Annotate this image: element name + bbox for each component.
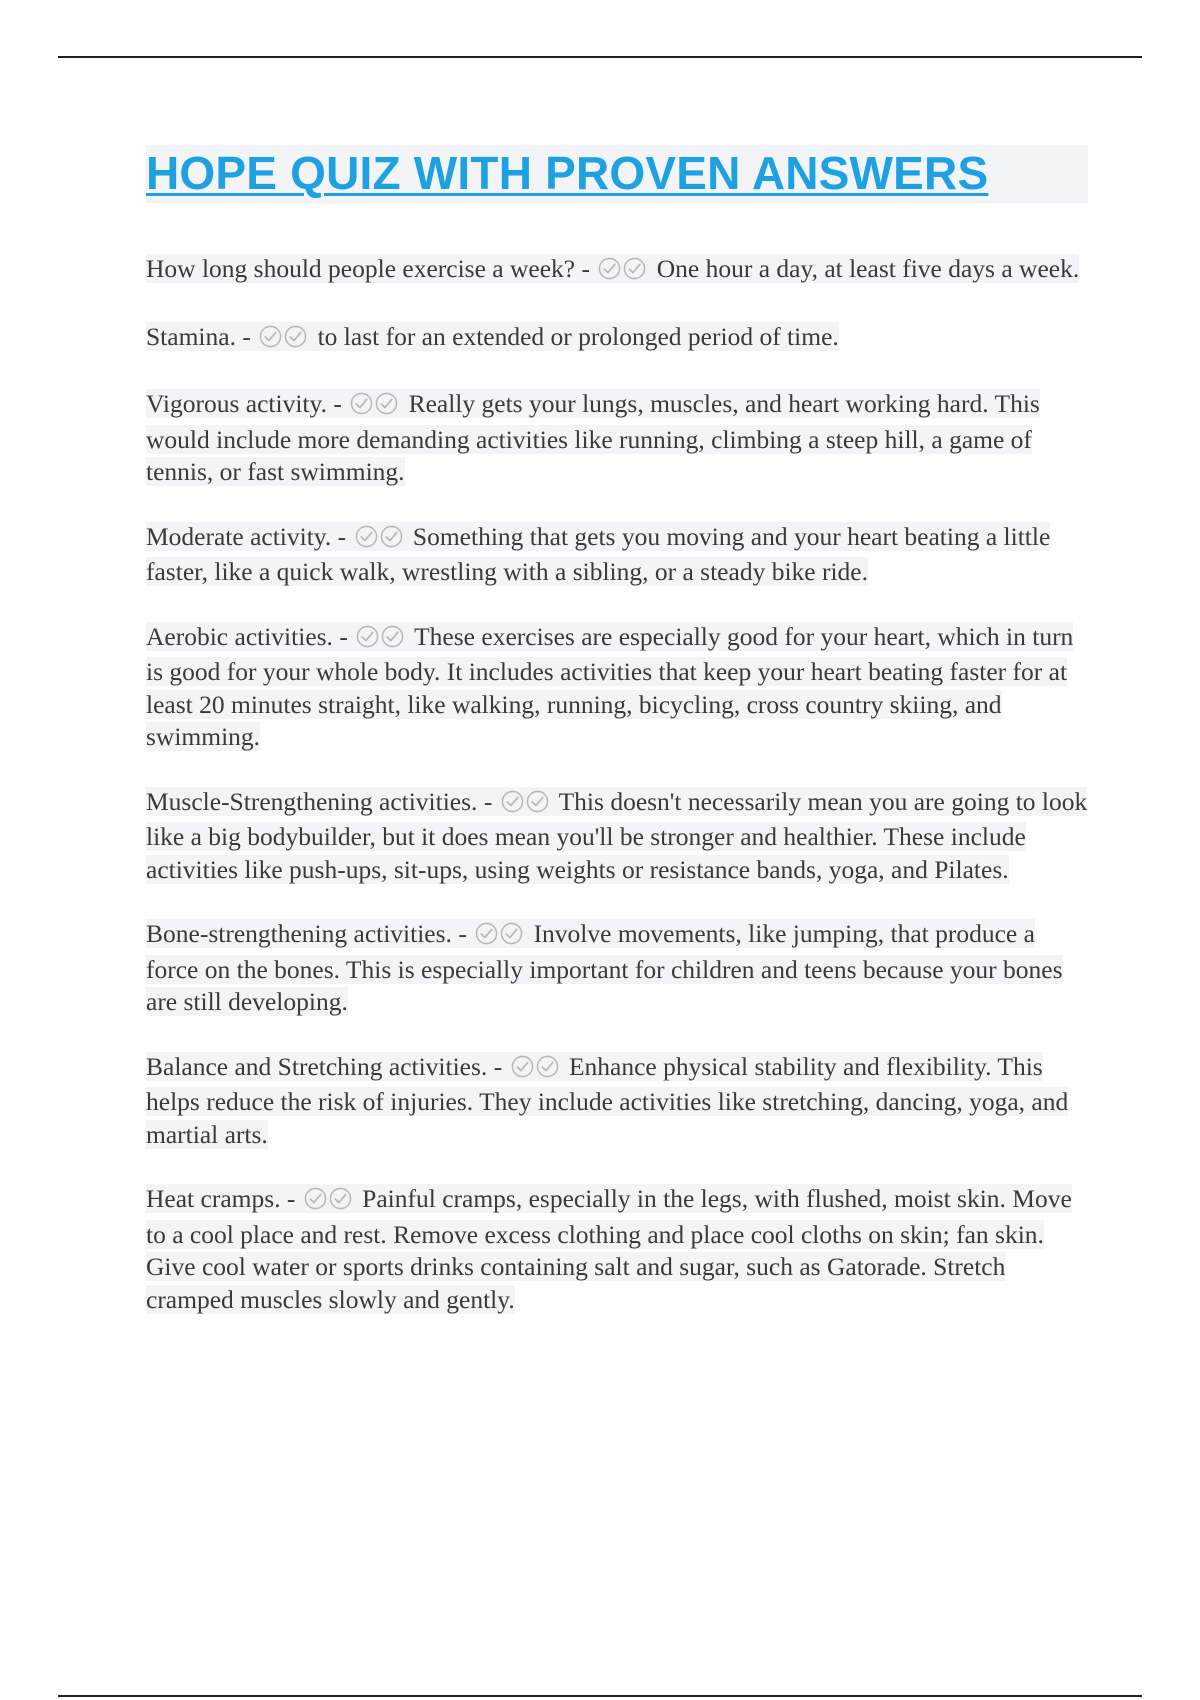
double-checkmark-icon <box>304 1186 354 1219</box>
qa-item <box>146 253 1091 289</box>
qa-term: Vigorous activity. <box>146 389 327 418</box>
double-checkmark-icon <box>356 624 406 657</box>
qa-separator: - <box>242 321 251 351</box>
qa-term: Balance and Stretching activities. <box>146 1051 488 1081</box>
qa-separator: - <box>483 786 493 816</box>
document-body <box>146 145 1091 1348</box>
check-circle-icon <box>284 325 307 348</box>
double-checkmark-icon <box>259 324 309 357</box>
check-circle-icon <box>500 922 523 945</box>
qa-item <box>146 1183 1091 1316</box>
qa-term: Stamina. <box>146 321 236 351</box>
qa-text <box>146 787 1087 884</box>
double-checkmark-icon <box>501 789 551 822</box>
qa-answer: Involve movements, like jumping, that produce a force on the bones. This is especially important for children and teens because your bones are still developing. <box>146 919 1063 1016</box>
check-circle-icon <box>511 1055 534 1078</box>
double-checkmark-icon <box>511 1054 561 1087</box>
top-rule <box>58 56 1142 58</box>
check-circle-icon <box>536 1055 559 1078</box>
qa-answer: Enhance physical stability and flexibility. This helps reduce the risk of injuries. They include activities like stretching, dancing, yoga, and martial arts. <box>146 1051 1069 1149</box>
qa-separator: - <box>286 1184 296 1213</box>
qa-item <box>146 321 1091 357</box>
qa-item <box>146 918 1091 1019</box>
check-circle-icon <box>526 790 549 813</box>
qa-text <box>146 1184 1072 1314</box>
qa-answer: One hour a day, at least five days a week. <box>656 254 1080 283</box>
qa-separator: - <box>333 389 342 418</box>
qa-item <box>146 388 1091 489</box>
qa-separator: - <box>337 521 347 551</box>
qa-item <box>146 1051 1091 1152</box>
qa-term: Aerobic activities. <box>146 621 333 651</box>
check-circle-icon <box>355 525 378 548</box>
qa-answer: Really gets your lungs, muscles, and heart working hard. This would include more demanding activities like running, climbing a steep hill, a game of tennis, or fast swimming. <box>146 389 1040 486</box>
double-checkmark-icon <box>598 256 648 289</box>
qa-text <box>146 622 1073 752</box>
check-circle-icon <box>381 625 404 648</box>
qa-separator: - <box>339 621 348 651</box>
qa-text <box>146 254 1079 283</box>
double-checkmark-icon <box>475 921 525 954</box>
qa-text <box>146 389 1040 486</box>
check-circle-icon <box>350 392 373 415</box>
qa-item <box>146 521 1091 589</box>
qa-separator: - <box>458 919 467 948</box>
qa-answer: This doesn't necessarily mean you are going to look like a big bodybuilder, but it does mean you'll be stronger and healthier. These include activities like push-ups, sit-ups, using weights or resistance bands, yoga, and Pilates. <box>146 786 1088 884</box>
qa-item <box>146 621 1091 754</box>
qa-text <box>146 522 1050 587</box>
qa-separator: - <box>581 254 590 283</box>
qa-term: Muscle-Strengthening activities. <box>146 786 478 816</box>
check-circle-icon <box>623 257 646 280</box>
double-checkmark-icon <box>355 524 405 557</box>
check-circle-icon <box>380 525 403 548</box>
qa-term: Bone-strengthening activities. <box>146 919 452 948</box>
check-circle-icon <box>356 625 379 648</box>
qa-term: Moderate activity. <box>146 521 332 551</box>
qa-answer: These exercises are especially good for your heart, which in turn is good for your whole body. It includes activities that keep your heart beating faster for at least 20 minutes straight, like walking, running, bicycling, cross country skiing, and swimming. <box>146 621 1074 751</box>
qa-list <box>146 253 1091 1316</box>
document-title: HOPE QUIZ WITH PROVEN ANSWERS <box>146 147 989 199</box>
qa-term: How long should people exercise a week? <box>146 254 576 283</box>
title-block <box>146 145 1088 203</box>
check-circle-icon <box>304 1187 327 1210</box>
check-circle-icon <box>475 922 498 945</box>
qa-answer: Painful cramps, especially in the legs, with flushed, moist skin. Move to a cool place and rest. Remove excess clothing and place cool cloths on skin; fan skin. Give cool water or sports drinks containing salt and sugar, such as Gatorade. Stretch cramped muscles slowly and gently. <box>146 1184 1072 1314</box>
check-circle-icon <box>598 257 621 280</box>
check-circle-icon <box>329 1187 352 1210</box>
qa-answer: Something that gets you moving and your heart beating a little faster, like a quick walk, wrestling with a sibling, or a steady bike ride. <box>146 521 1051 586</box>
qa-separator: - <box>493 1051 503 1081</box>
check-circle-icon <box>259 325 282 348</box>
bottom-rule <box>58 1695 1142 1697</box>
check-circle-icon <box>501 790 524 813</box>
qa-text <box>146 1052 1068 1149</box>
qa-text <box>146 919 1063 1016</box>
double-checkmark-icon <box>350 391 400 424</box>
qa-item <box>146 786 1091 887</box>
qa-answer: to last for an extended or prolonged period of time. <box>317 321 839 351</box>
qa-term: Heat cramps. <box>146 1184 281 1213</box>
check-circle-icon <box>375 392 398 415</box>
qa-text <box>146 322 839 351</box>
